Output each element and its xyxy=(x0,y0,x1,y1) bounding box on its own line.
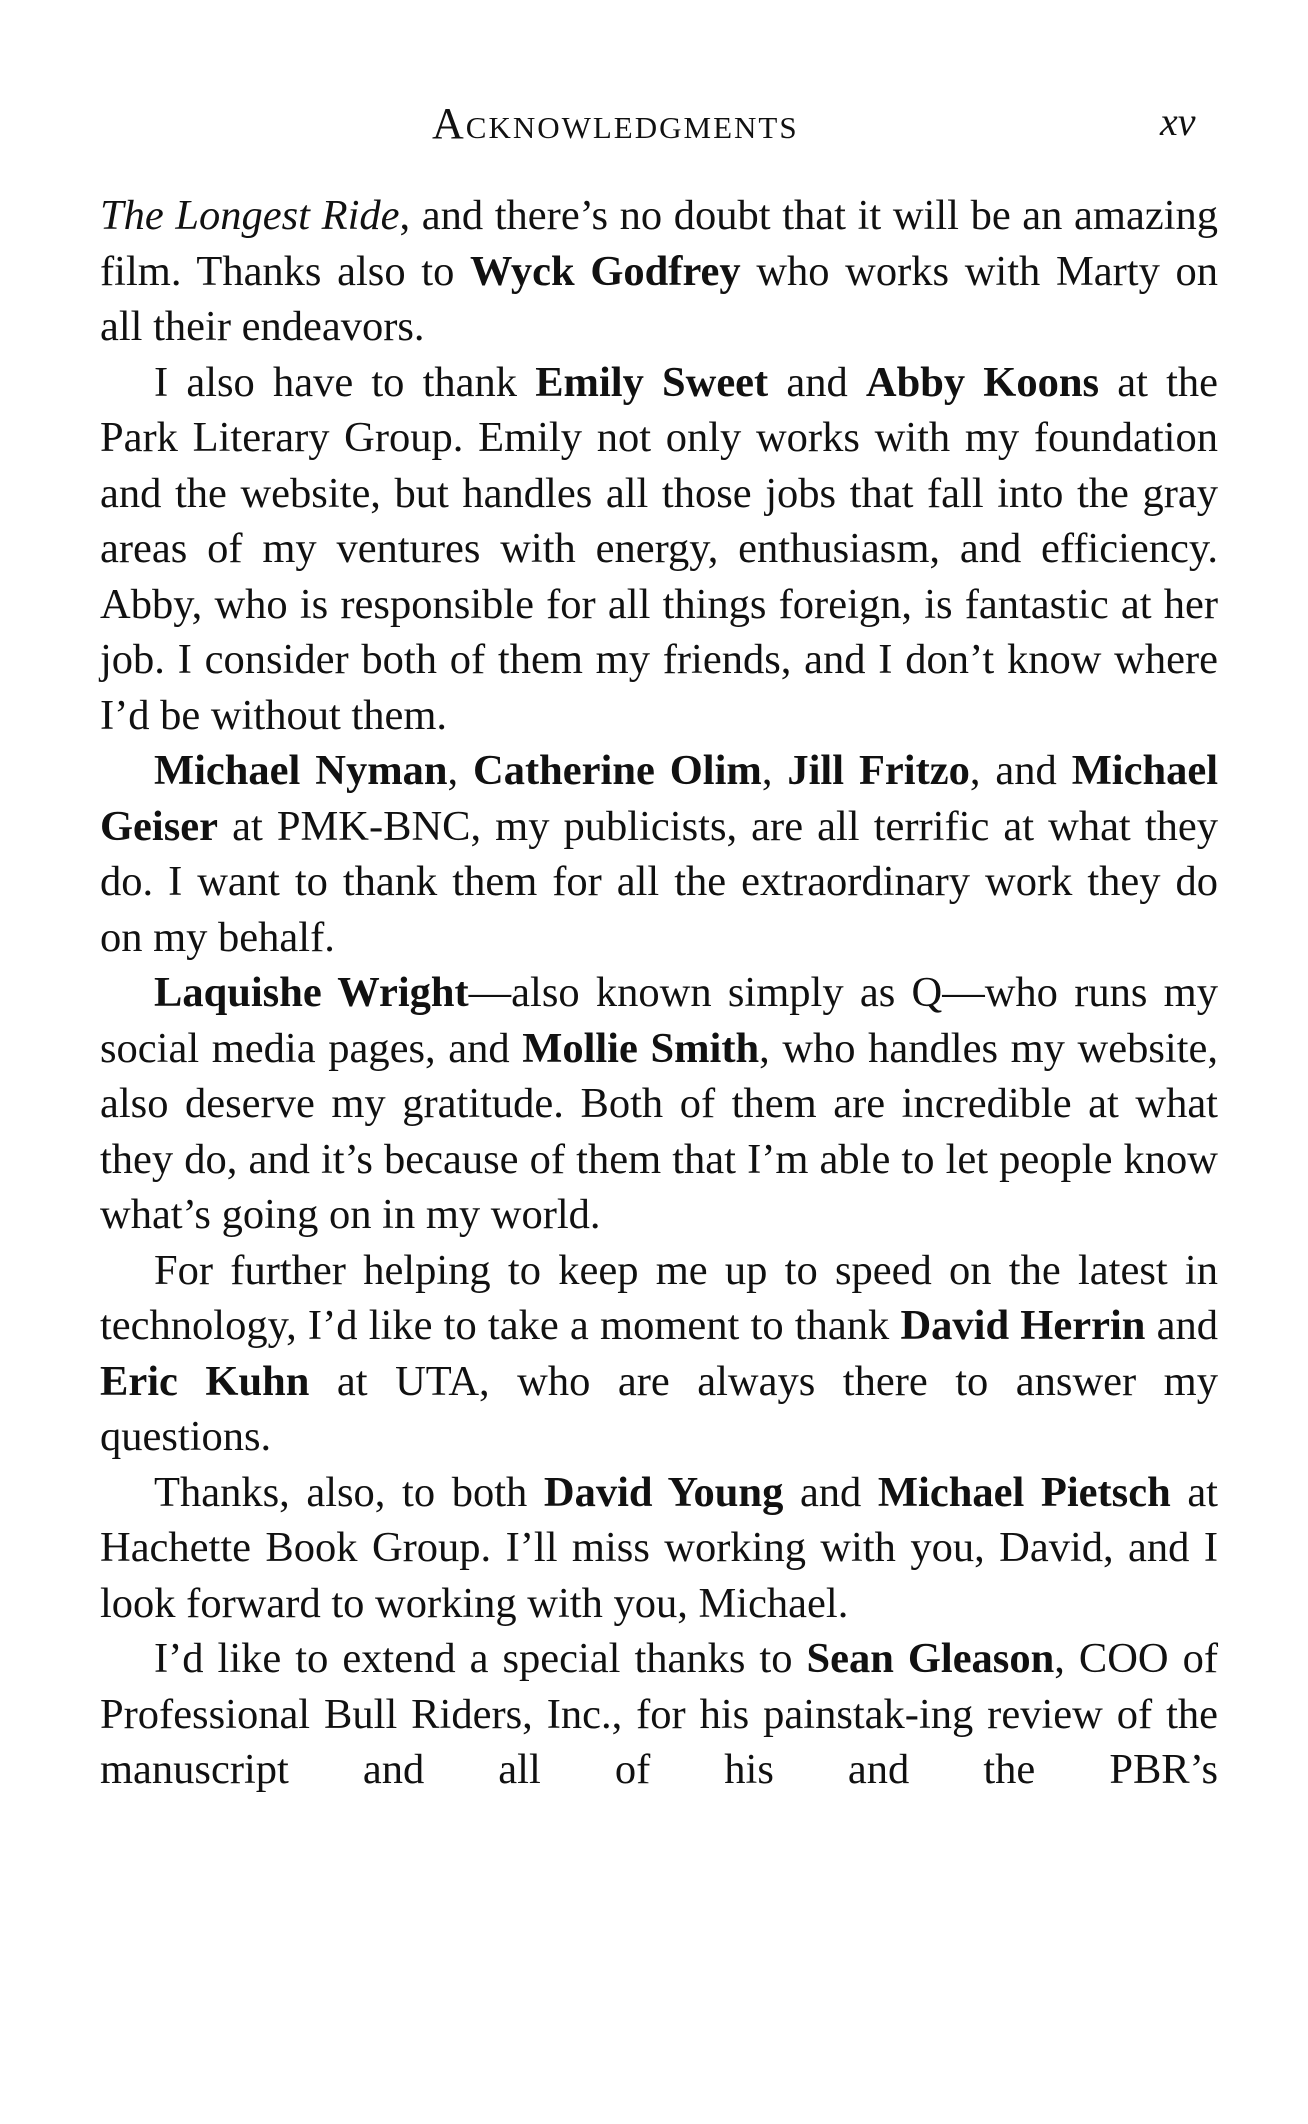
text-run: I’d like to extend a special thanks to xyxy=(154,1635,807,1682)
person-name: Mollie Smith xyxy=(522,1024,760,1072)
text-run: , and there’s no doubt that it will be an amazing film. Thanks also to xyxy=(100,192,1219,295)
text-run: , COO of Professional Bull Riders, Inc., for his painstak-ing review of the manuscript and all of his and the PBR’s xyxy=(100,1635,1218,1793)
body-text xyxy=(100,188,1218,1798)
text-run: , who handles my website, also deserve my gratitude. Both of them are incredible at what they do, and it’s because of them that I’m able to let people know what’s going on in my world. xyxy=(100,1024,1218,1238)
paragraph xyxy=(100,1465,1218,1632)
paragraph xyxy=(100,188,1218,355)
running-head xyxy=(0,98,1308,158)
text-run: and xyxy=(783,1468,878,1516)
text-run: at the Park Literary Group. Emily not only works with my foundation and the website, but handles all those jobs that fall into the gray areas of my ventures with energy, enthusiasm, and efficiency. Abby, who is responsible for all things foreign, is fantastic at her job. I consider both of them my friends, and I don’t know where I’d be without them. xyxy=(100,358,1218,739)
text-run: at Hachette Book Group. I’ll miss working with you, David, and I look forward to working with you, Michael. xyxy=(100,1468,1218,1627)
text-run: and xyxy=(1145,1302,1218,1349)
text-run: at PMK-BNC, my publicists, are all terrific at what they do. I want to thank them for all the extraordinary work they do on my behalf. xyxy=(100,802,1218,961)
paragraph xyxy=(100,355,1218,744)
paragraph xyxy=(100,1243,1218,1465)
text-run: , xyxy=(447,747,474,794)
text-run: who works with Marty on all their endeavors. xyxy=(100,247,1218,350)
person-name: Abby Koons xyxy=(865,358,1100,406)
text-run: For further helping to keep me up to speed on the latest in technology, I’d like to take a moment to thank xyxy=(100,1246,1218,1349)
text-run: Thanks, also, to both xyxy=(154,1468,544,1516)
person-name: David Young xyxy=(543,1468,784,1516)
person-name: Jill Fritzo xyxy=(787,747,970,794)
person-name: Michael Pietsch xyxy=(877,1468,1171,1516)
text-run: , xyxy=(761,747,788,794)
person-name: Emily Sweet xyxy=(535,358,769,406)
person-name: Catherine Olim xyxy=(473,747,762,794)
text-run: and xyxy=(768,358,866,406)
person-name: David Herrin xyxy=(900,1302,1146,1349)
text-run: at UTA, who are always there to answer my questions. xyxy=(100,1357,1218,1460)
person-name: Laquishe Wright xyxy=(154,969,469,1016)
paragraph xyxy=(100,743,1218,965)
person-name: Sean Gleason xyxy=(806,1635,1055,1682)
page-number: xv xyxy=(1160,99,1196,144)
text-run: , and xyxy=(969,747,1072,794)
running-title: Acknowledgments xyxy=(432,99,799,148)
paragraph xyxy=(100,1631,1218,1798)
person-name: Wyck Godfrey xyxy=(470,247,741,295)
person-name: Eric Kuhn xyxy=(100,1357,310,1405)
text-run: I also have to thank xyxy=(154,358,536,406)
person-name: Michael Geiser xyxy=(100,747,1219,850)
book-title: The Longest Ride xyxy=(100,192,400,239)
person-name: Michael Nyman xyxy=(154,747,448,794)
paragraph xyxy=(100,965,1218,1243)
text-run: —also known simply as Q—who runs my social media pages, and xyxy=(100,969,1218,1072)
